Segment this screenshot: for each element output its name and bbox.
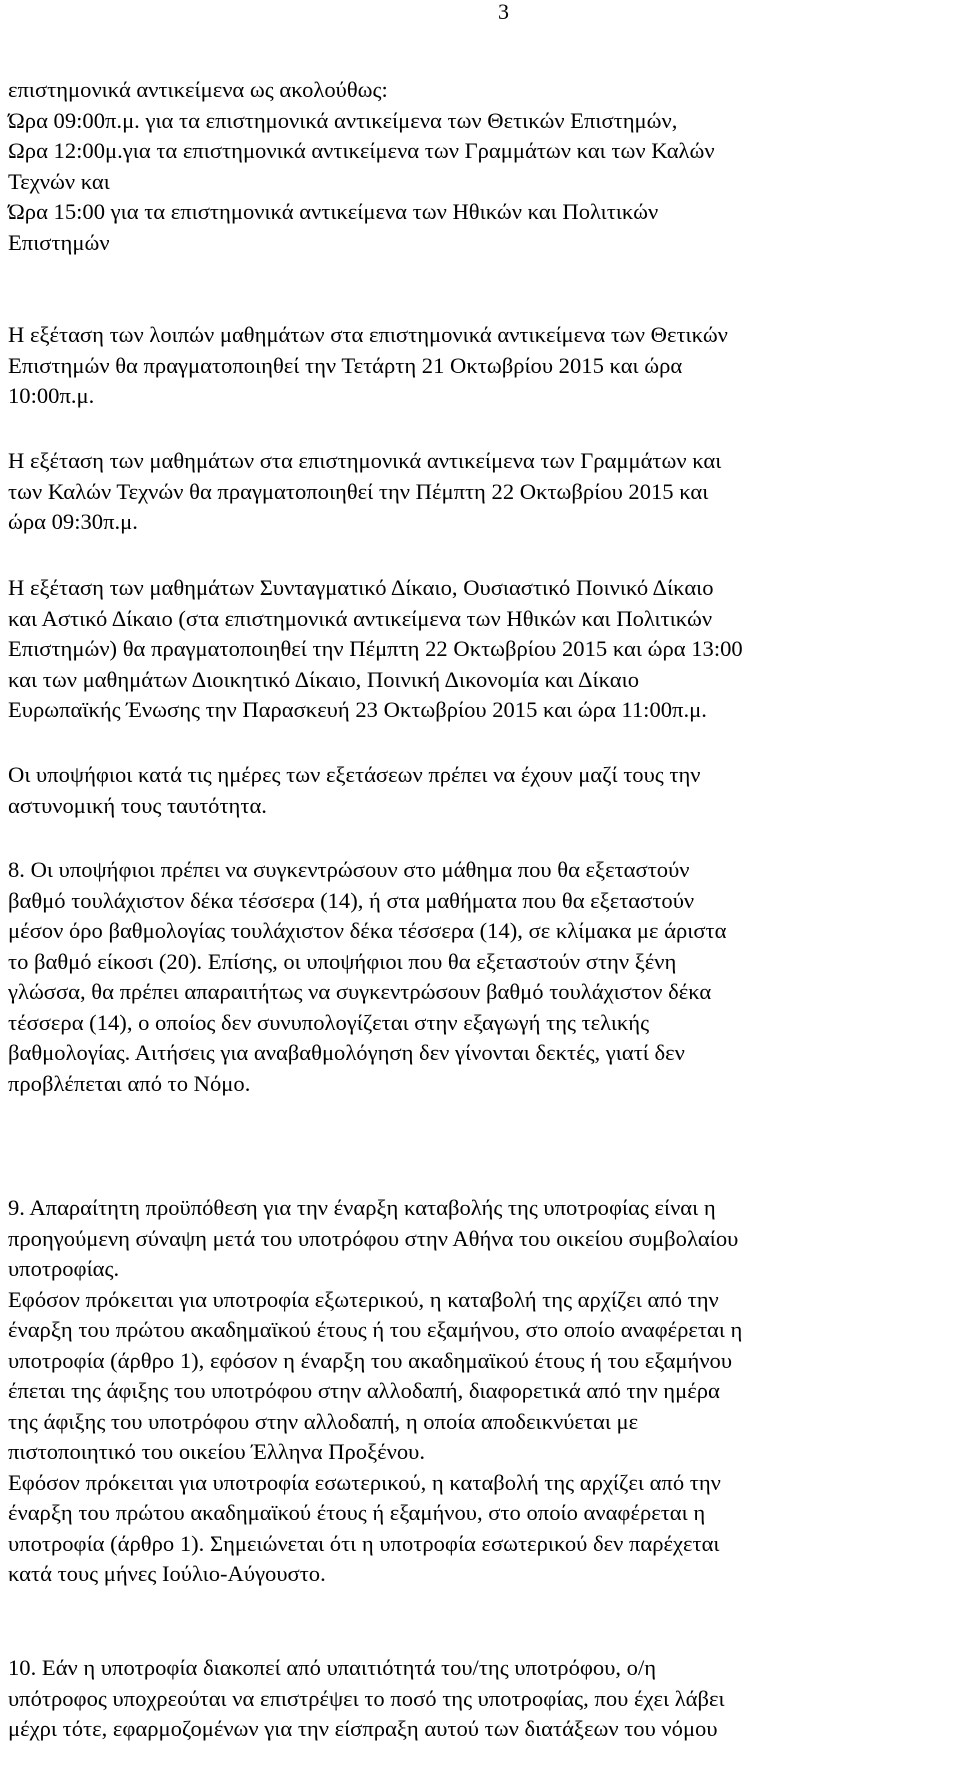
text-line: Οι υποψήφιοι κατά τις ημέρες των εξετάσεων πρέπει να έχουν μαζί τους την [8, 762, 701, 787]
text-line: ώρα 09:30π.μ. [8, 509, 138, 534]
text-line: Η εξέταση των μαθημάτων στα επιστημονικά αντικείμενα των Γραμμάτων και [8, 448, 722, 473]
section-9-paragraph [8, 1193, 953, 1590]
other-courses-paragraph [8, 320, 953, 412]
text-line: Η εξέταση των λοιπών μαθημάτων στα επιστημονικά αντικείμενα των Θετικών [8, 322, 728, 347]
text-line: το βαθμό είκοσι (20). Επίσης, οι υποψήφιοι που θα εξεταστούν στην ξένη [8, 948, 677, 974]
text-line: και Αστικό Δίκαιο (στα επιστημονικά αντικείμενα των Ηθικών και Πολιτικών [8, 605, 713, 631]
text-line: προβλέπεται από το Νόμο. [8, 1070, 251, 1096]
text-line: των Καλών Τεχνών θα πραγματοποιηθεί την Πέμπτη 22 Οκτωβρίου 2015 και [8, 478, 709, 504]
text-line: Επιστημών [8, 229, 110, 255]
text-line: επιστημονικά αντικείμενα ως ακολούθως: [8, 77, 388, 102]
text-line: Εφόσον πρόκειται για υποτροφία εξωτερικού, η καταβολή της αρχίζει από την [8, 1286, 719, 1312]
text-line: 9. Απαραίτητη προϋπόθεση για την έναρξη καταβολής της υποτροφίας είναι η [8, 1195, 716, 1220]
text-line: Η εξέταση των μαθημάτων Συνταγματικό Δίκαιο, Ουσιαστικό Ποινικό Δίκαιο [8, 575, 714, 600]
text-line: και των μαθημάτων Διοικητικό Δίκαιο, Ποινική Δικονομία και Δίκαιο [8, 666, 639, 692]
text-line: έναρξη του πρώτου ακαδημαϊκού έτους ή εξαμήνου, στο οποίο αναφέρεται η [8, 1500, 706, 1525]
text-line: 10. Εάν η υποτροφία διακοπεί από υπαιτιότητά του/της υποτρόφου, ο/η [8, 1655, 657, 1680]
page-number: 3 [498, 0, 509, 24]
letters-arts-paragraph [8, 446, 953, 538]
text-line: Τεχνών και [8, 168, 110, 194]
text-line: γλώσσα, θα πρέπει απαραιτήτως να συγκεντρώσουν βαθμό τουλάχιστον δέκα [8, 979, 712, 1004]
law-courses-paragraph [8, 573, 953, 726]
section-8-paragraph [8, 855, 953, 1099]
section-10-paragraph [8, 1653, 953, 1745]
text-line: αστυνομική τους ταυτότητα. [8, 792, 267, 818]
text-line: Ώρα 15:00 για τα επιστημονικά αντικείμενα των Ηθικών και Πολιτικών [8, 199, 659, 224]
text-line: πιστοποιητικό του οικείου Έλληνα Προξένου. [8, 1439, 426, 1464]
text-line: υποτροφία (άρθρο 1), εφόσον η έναρξη του ακαδημαϊκού έτους ή του εξαμήνου [8, 1347, 733, 1373]
text-line: μέχρι τότε, εφαρμοζομένων για την είσπραξη αυτού των διατάξεων του νόμου [8, 1716, 718, 1741]
text-line: κατά τους μήνες Ιούλιο-Αύγουστο. [8, 1561, 326, 1586]
text-line: Ευρωπαϊκής Ένωσης την Παρασκευή 23 Οκτωβρίου 2015 και ώρα 11:00π.μ. [8, 697, 707, 722]
text-line: βαθμό τουλάχιστον δέκα τέσσερα (14), ή στα μαθήματα που θα εξεταστούν [8, 887, 695, 913]
text-line: της άφιξης του υποτρόφου στην αλλοδαπή, η οποία αποδεικνύεται με [8, 1408, 639, 1434]
text-line: υπότροφος υποχρεούται να επιστρέψει το ποσό της υποτροφίας, που έχει λάβει [8, 1685, 725, 1711]
text-line: 10:00π.μ. [8, 383, 95, 408]
id-card-paragraph [8, 760, 953, 821]
exam-schedule-paragraph [8, 75, 953, 258]
text-line: έπεται της άφιξης του υποτρόφου στην αλλοδαπή, διαφορετικά από την ημέρα [8, 1378, 720, 1403]
text-line: μέσον όρο βαθμολογίας τουλάχιστον δέκα τέσσερα (14), σε κλίμακα με άριστα [8, 918, 727, 943]
text-line: προηγούμενη σύναψη μετά του υποτρόφου στην Αθήνα του οικείου συμβολαίου [8, 1225, 739, 1251]
text-line: Επιστημών θα πραγματοποιηθεί την Τετάρτη 21 Οκτωβρίου 2015 και ώρα [8, 352, 683, 378]
text-line: βαθμολογίας. Αιτήσεις για αναβαθμολόγηση δεν γίνονται δεκτές, γιατί δεν [8, 1040, 685, 1065]
text-line: Εφόσον πρόκειται για υποτροφία εσωτερικού, η καταβολή της αρχίζει από την [8, 1469, 721, 1495]
text-line: Ωρα 12:00μ.για τα επιστημονικά αντικείμενα των Γραμμάτων και των Καλών [8, 138, 715, 163]
text-line: τέσσερα (14), ο οποίος δεν συνυπολογίζεται στην εξαγωγή της τελικής [8, 1009, 650, 1035]
text-line: Επιστημών) θα πραγματοποιηθεί την Πέμπτη 22 Οκτωβρίου 2015 και ώρα 13:00 [8, 636, 743, 661]
text-line: υποτροφίας. [8, 1256, 120, 1281]
text-line: Ώρα 09:00π.μ. για τα επιστημονικά αντικείμενα των Θετικών Επιστημών, [8, 107, 678, 133]
text-line: 8. Οι υποψήφιοι πρέπει να συγκεντρώσουν στο μάθημα που θα εξεταστούν [8, 857, 690, 882]
text-line: έναρξη του πρώτου ακαδημαϊκού έτους ή του εξαμήνου, στο οποίο αναφέρεται η [8, 1317, 743, 1342]
text-line: υποτροφία (άρθρο 1). Σημειώνεται ότι η υποτροφία εσωτερικού δεν παρέχεται [8, 1530, 720, 1556]
